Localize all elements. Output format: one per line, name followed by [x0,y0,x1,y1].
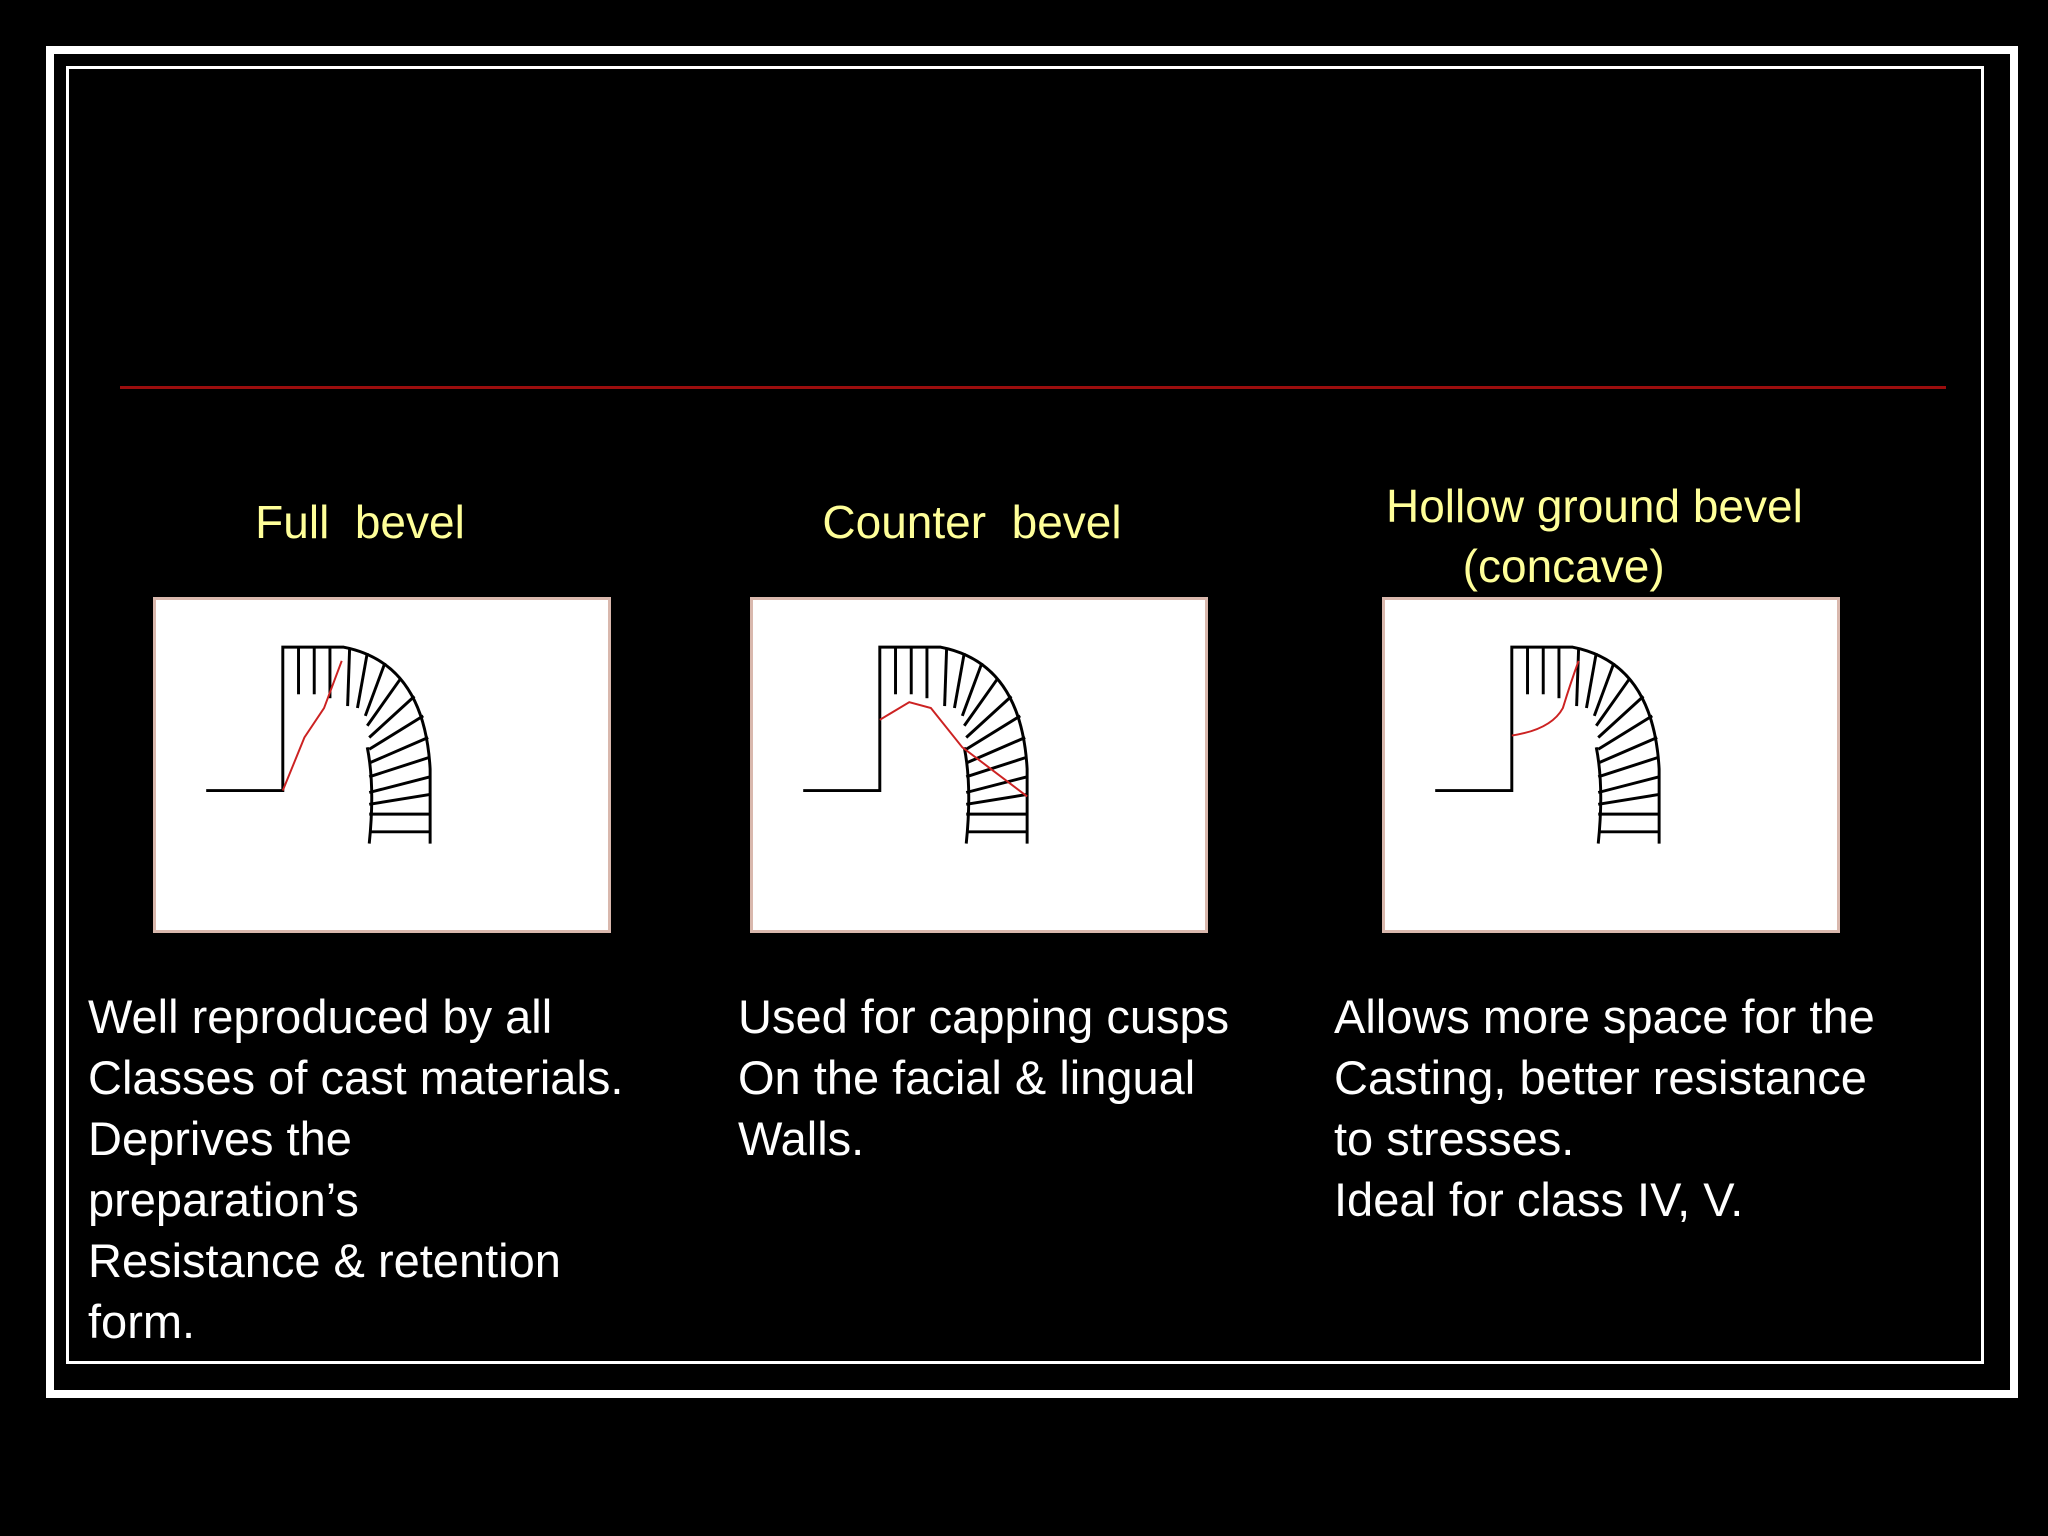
title-divider-line [120,386,1946,389]
description-line: Deprives the [88,1112,352,1165]
description-line: On the facial & lingual [738,1051,1196,1104]
counter-bevel-drawing [753,600,1205,930]
description-line: Casting, better resistance [1334,1051,1867,1104]
description-line: Ideal for class IV, V. [1334,1173,1744,1226]
counter-bevel-diagram [750,597,1208,933]
hollow-ground-bevel-description [1334,986,1875,1230]
description-line: preparation’s [88,1173,359,1226]
description-line: Classes of cast materials. [88,1051,624,1104]
description-line: Resistance & retention [88,1234,561,1287]
hollow-ground-bevel-title: Hollow ground bevel (concave) [1386,480,1803,592]
description-line: Allows more space for the [1334,990,1875,1043]
full-bevel-title: Full bevel [255,496,465,548]
description-line: Well reproduced by all [88,990,553,1043]
counter-bevel-description [738,986,1229,1169]
counter-bevel-title: Counter bevel [822,496,1122,548]
full-bevel-diagram [153,597,611,933]
full-bevel-description [88,986,623,1352]
description-line: to stresses. [1334,1112,1575,1165]
description-line: Used for capping cusps [738,990,1230,1043]
hollow-ground-bevel-diagram [1382,597,1840,933]
hollow-ground-bevel-drawing [1385,600,1837,930]
description-line: form. [88,1295,196,1348]
full-bevel-drawing [156,600,608,930]
description-line: Walls. [738,1112,865,1165]
